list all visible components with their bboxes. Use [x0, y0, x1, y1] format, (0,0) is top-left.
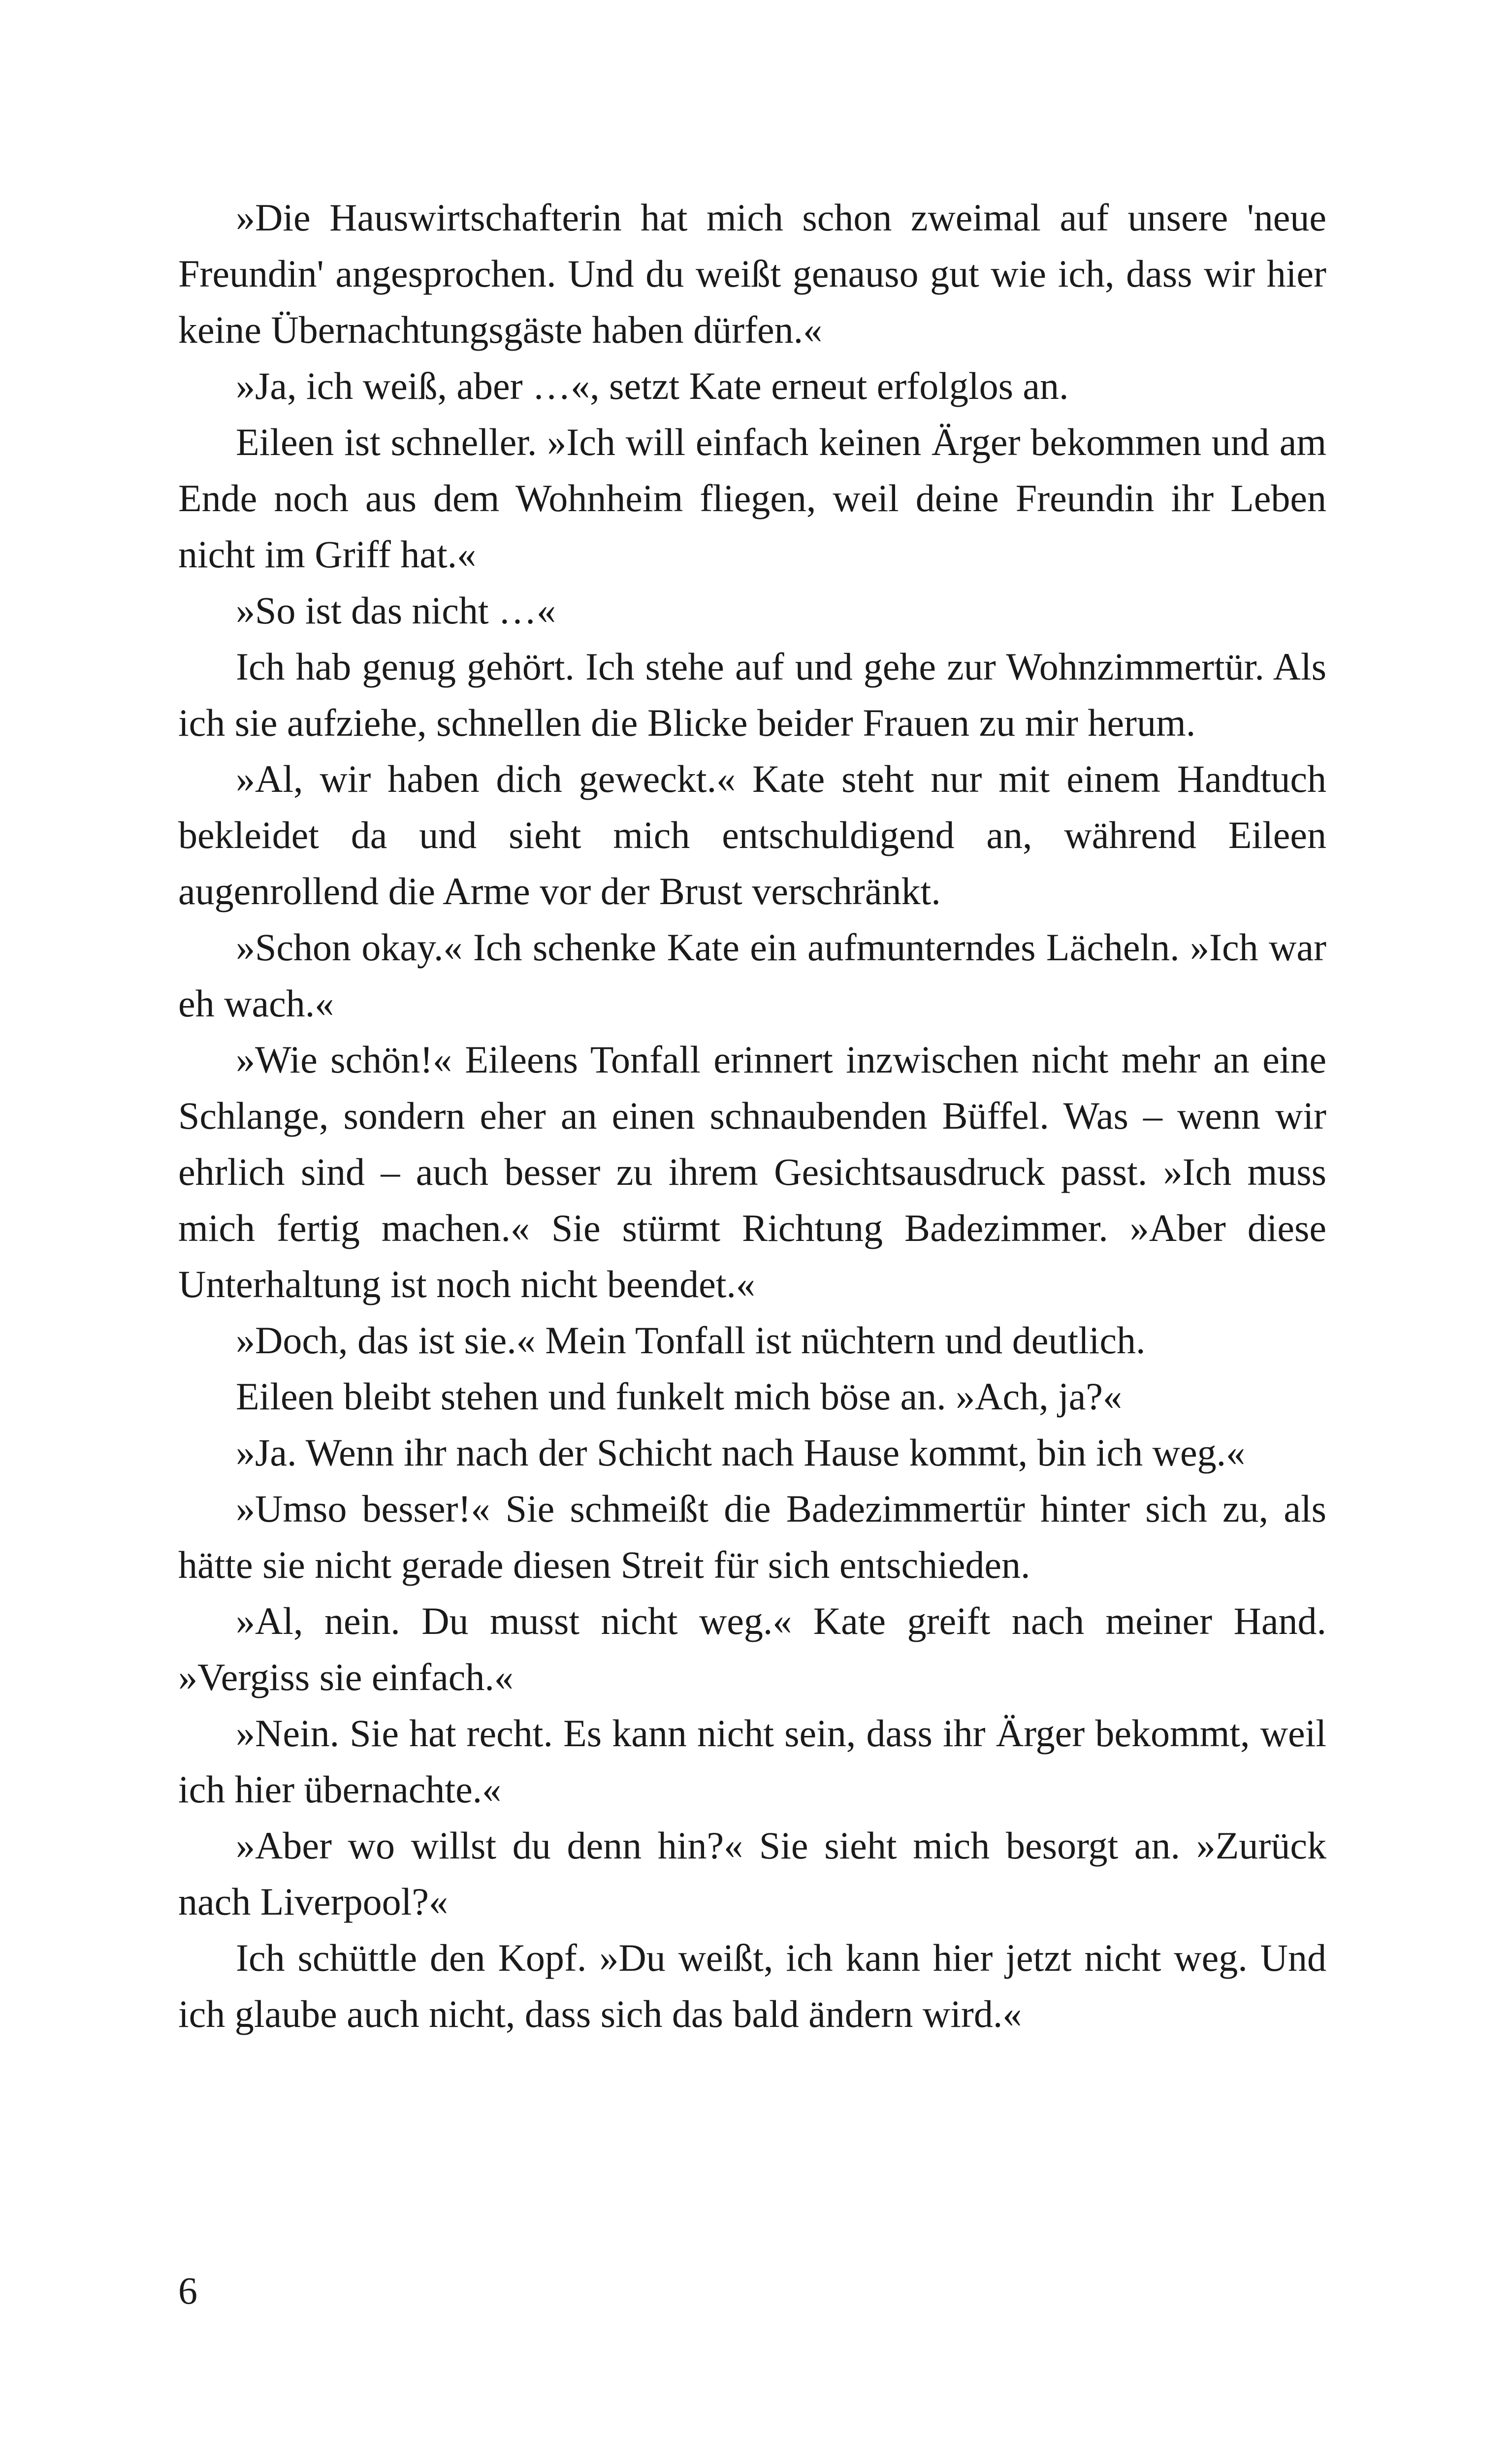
- paragraph: Eileen bleibt stehen und funkelt mich böse an. »Ach, ja?«: [236, 1375, 1122, 1418]
- paragraph: »So ist das nicht …«: [236, 589, 556, 632]
- paragraph: »Wie schön!« Eileens Tonfall erinnert inzwischen nicht mehr an eine Schlange, sondern eher an einen schnaubenden Büffel. Was – wenn wir ehrlich sind – auch besser zu ihrem Gesichtsausdruck passt. »Ich muss mich fertig machen.« Sie stürmt Richtung Badezimmer. »Aber diese Unterhaltung ist noch nicht beendet.«: [178, 1038, 1326, 1305]
- paragraph: »Al, wir haben dich geweckt.« Kate steht nur mit einem Handtuch bekleidet da und sieht mich entschuldigend an, während Eileen augenrollend die Arme vor der Brust verschränkt.: [178, 757, 1326, 912]
- paragraph: »Ja. Wenn ihr nach der Schicht nach Hause kommt, bin ich weg.«: [236, 1431, 1246, 1474]
- paragraph: Eileen ist schneller. »Ich will einfach keinen Ärger bekommen und am Ende noch aus dem Wohnheim fliegen, weil deine Freundin ihr Leben nicht im Griff hat.«: [178, 421, 1326, 576]
- paragraph: »Schon okay.« Ich schenke Kate ein aufmunterndes Lächeln. »Ich war eh wach.«: [178, 926, 1326, 1025]
- paragraph: »Aber wo willst du denn hin?« Sie sieht mich besorgt an. »Zurück nach Liverpool?«: [178, 1824, 1326, 1923]
- paragraph: »Ja, ich weiß, aber …«, setzt Kate erneut erfolglos an.: [236, 364, 1069, 407]
- paragraph: »Umso besser!« Sie schmeißt die Badezimmertür hinter sich zu, als hätte sie nicht gerade diesen Streit für sich entschieden.: [178, 1487, 1326, 1586]
- paragraph: »Al, nein. Du musst nicht weg.« Kate greift nach meiner Hand. »Vergiss sie einfach.«: [178, 1599, 1326, 1698]
- page-number: 6: [178, 2269, 197, 2312]
- paragraph: Ich schüttle den Kopf. »Du weißt, ich kann hier jetzt nicht weg. Und ich glaube auch nicht, dass sich das bald ändern wird.«: [178, 1936, 1326, 2035]
- paragraph: »Die Hauswirtschafterin hat mich schon zweimal auf unsere 'neue Freundin' angesprochen. Und du weißt genauso gut wie ich, dass wir hier keine Übernachtungsgäste haben dürfen.«: [178, 196, 1326, 351]
- paragraph: Ich hab genug gehört. Ich stehe auf und gehe zur Wohnzimmertür. Als ich sie aufziehe, schnellen die Blicke beider Frauen zu mir herum.: [178, 645, 1326, 744]
- paragraph: »Doch, das ist sie.« Mein Tonfall ist nüchtern und deutlich.: [236, 1319, 1146, 1362]
- body-text: [178, 190, 1326, 2042]
- paragraph: »Nein. Sie hat recht. Es kann nicht sein, dass ihr Ärger bekommt, weil ich hier übernachte.«: [178, 1712, 1326, 1811]
